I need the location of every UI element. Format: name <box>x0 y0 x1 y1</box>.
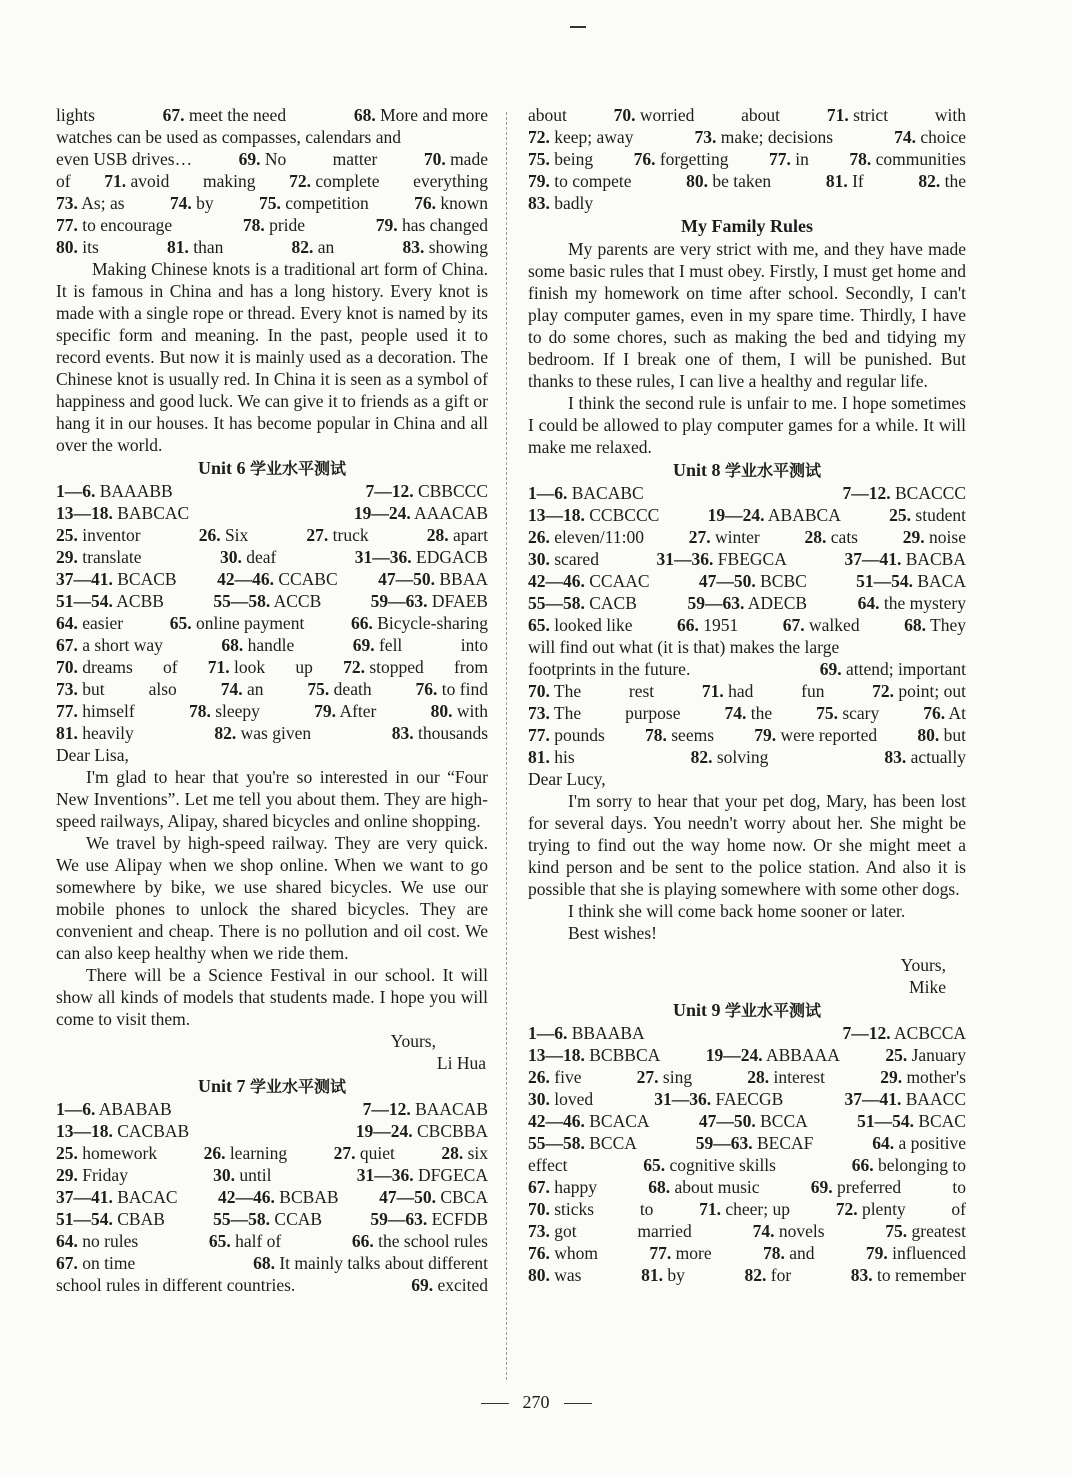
answer-item: of <box>56 171 71 191</box>
answer-item: making <box>202 171 256 191</box>
answer-item: 1—6. BBAABA <box>528 1023 645 1043</box>
answer-line <box>56 656 488 678</box>
answer-item: 64. the mystery <box>857 593 966 613</box>
unit8-heading <box>528 458 966 482</box>
answer-item: 82. the <box>918 171 966 191</box>
answer-item: 69. attend; important <box>819 659 966 679</box>
answer-item: 1—6. BAAABB <box>56 481 173 501</box>
answer-item: 81. heavily <box>56 723 134 743</box>
answer-item: 78. communities <box>849 149 966 169</box>
letter1-signature: Li Hua <box>436 1053 486 1073</box>
answer-item: 47—50. BCCA <box>698 1111 808 1131</box>
answer-item: 42—46. BCACA <box>528 1111 650 1131</box>
answer-item: 26. eleven/11:00 <box>528 527 644 547</box>
answer-item: 28. six <box>441 1143 488 1163</box>
answer-item: 26. five <box>528 1067 582 1087</box>
answer-line <box>528 1088 966 1110</box>
answer-item: 71. cheer; up <box>699 1199 790 1219</box>
answer-item: effect <box>528 1155 568 1175</box>
answer-item: purpose <box>625 703 681 723</box>
answer-item: 42—46. CCABC <box>217 569 338 589</box>
answer-item: 69. fell <box>352 635 403 655</box>
answer-item: of <box>163 657 178 677</box>
answer-item: 77. pounds <box>528 725 605 745</box>
answer-item: footprints in the future. <box>528 659 691 679</box>
answer-line <box>56 1274 488 1296</box>
unit7-subtitle: 学业水平测试 <box>250 1077 347 1096</box>
letter1-paragraph: We travel by high-speed railway. They are very quick. We use Alipay when we shop online. When we want to go somewhere by bike, we use shared bicycles. We use our mobile phones to unlock the shared bicycles. They are convenient and cheap. There is no pollution and oil cost. We can also keep healthy when we ride them. <box>56 833 488 963</box>
unit5-answers-continued <box>56 104 488 258</box>
answer-line <box>528 1220 966 1242</box>
answer-item: 7—12. BCACCC <box>842 483 966 503</box>
unit6-title: Unit 6 <box>197 458 246 478</box>
answer-item: up <box>295 657 313 677</box>
answer-line <box>528 614 966 636</box>
answer-item: 51—54. BACA <box>856 571 966 591</box>
answer-item: 65. online payment <box>169 613 305 633</box>
answer-line <box>528 482 966 504</box>
answer-line <box>56 678 488 700</box>
answer-line <box>528 504 966 526</box>
answer-item: 79. were reported <box>754 725 878 745</box>
answer-line <box>528 636 966 658</box>
answer-line <box>56 502 488 524</box>
answer-item: 69. excited <box>411 1275 488 1295</box>
letter2-signature: Mike <box>909 977 946 997</box>
answer-line <box>528 192 966 214</box>
page-number-dash <box>481 1403 509 1404</box>
answer-item: 77. in <box>769 149 809 169</box>
answer-item: 77. himself <box>56 701 135 721</box>
answer-item: rest <box>628 681 655 701</box>
answer-item: 77. to encourage <box>56 215 173 235</box>
answer-item: 25. student <box>889 505 966 525</box>
answer-item: 75. greatest <box>885 1221 966 1241</box>
answer-item: 64. easier <box>56 613 124 633</box>
answer-item: 74. by <box>169 193 214 213</box>
answer-item: 76. known <box>414 193 488 213</box>
answer-item: 73. The <box>528 703 582 723</box>
answer-item: 47—50. BBAA <box>378 569 488 589</box>
answer-item: 71. had <box>701 681 754 701</box>
answer-item: watches can be used as compasses, calendars and <box>56 127 402 147</box>
answer-line <box>56 126 488 148</box>
answer-line <box>56 1120 488 1142</box>
answer-item: 70. worried <box>613 105 695 125</box>
answer-item: 29. translate <box>56 547 142 567</box>
unit7-heading <box>56 1074 488 1098</box>
answer-line <box>528 1066 966 1088</box>
answer-item: 75. scary <box>816 703 880 723</box>
answer-item: 67. meet the need <box>162 105 287 125</box>
answer-item: about <box>528 105 567 125</box>
answer-item: into <box>460 635 488 655</box>
unit7-answers <box>56 1098 488 1296</box>
answer-item: 73. As; as <box>56 193 125 213</box>
letter2-body <box>528 790 966 944</box>
answer-item: 67. a short way <box>56 635 163 655</box>
right-column <box>528 104 966 1286</box>
answer-item: 30. deaf <box>219 547 277 567</box>
unit8-subtitle: 学业水平测试 <box>725 461 822 480</box>
answer-item: 77. more <box>649 1243 712 1263</box>
answer-item: 59—63. ECFDB <box>370 1209 488 1229</box>
answer-line <box>528 548 966 570</box>
answer-item: 1—6. ABABAB <box>56 1099 172 1119</box>
answer-item: 59—63. ADECB <box>687 593 808 613</box>
answer-item: 79. influenced <box>865 1243 966 1263</box>
unit9-title: Unit 9 <box>672 1000 721 1020</box>
answer-item: 83. thousands <box>391 723 488 743</box>
answer-item: will find out what (it is that) makes the large <box>528 637 840 657</box>
answer-item: 13—18. CACBAB <box>56 1121 190 1141</box>
answer-item: 67. walked <box>782 615 860 635</box>
answer-item: school rules in different countries. <box>56 1275 296 1295</box>
answer-item: 30. loved <box>528 1089 594 1109</box>
unit9-subtitle: 学业水平测试 <box>725 1001 822 1020</box>
answer-item: 25. inventor <box>56 525 141 545</box>
answer-item: 78. seems <box>645 725 715 745</box>
answer-item: 28. cats <box>804 527 858 547</box>
answer-item: 55—58. BCCA <box>528 1133 637 1153</box>
answer-line <box>56 612 488 634</box>
letter1-closing: Yours, <box>390 1031 436 1051</box>
answer-item: 76. whom <box>528 1243 598 1263</box>
answer-item: 73. but <box>56 679 105 699</box>
answer-item: 81. his <box>528 747 575 767</box>
answer-item: also <box>148 679 177 699</box>
answer-item: 30. scared <box>528 549 599 569</box>
answer-line <box>56 1208 488 1230</box>
answer-item: from <box>453 657 488 677</box>
answer-item: 59—63. BECAF <box>695 1133 814 1153</box>
column-divider <box>506 112 507 1380</box>
answer-item: 75. death <box>307 679 372 699</box>
answer-item: 68. handle <box>221 635 295 655</box>
answer-item: 26. learning <box>203 1143 288 1163</box>
answer-item: 74. choice <box>894 127 966 147</box>
answer-item: 71. strict <box>826 105 889 125</box>
answer-item: 76. At <box>923 703 966 723</box>
answer-item: even USB drives… <box>56 149 193 169</box>
answer-item: 73. got <box>528 1221 577 1241</box>
answer-line <box>528 170 966 192</box>
answer-line <box>528 1132 966 1154</box>
answer-item: 64. no rules <box>56 1231 139 1251</box>
answer-item: lights <box>56 105 95 125</box>
answer-item: 25. homework <box>56 1143 158 1163</box>
answer-item: 65. half of <box>208 1231 282 1251</box>
answer-line <box>528 702 966 724</box>
answer-item: everything <box>413 171 488 191</box>
answer-item: 31—36. FAECGB <box>654 1089 784 1109</box>
answer-line <box>56 1142 488 1164</box>
answer-item: 83. actually <box>884 747 966 767</box>
letter2-closing: Yours, <box>900 955 946 975</box>
answer-item: 7—12. CBBCCC <box>365 481 488 501</box>
answer-item: 51—54. ACBB <box>56 591 164 611</box>
answer-item: 81. by <box>641 1265 685 1285</box>
letter2-wishes: Best wishes! <box>568 923 657 943</box>
top-mark <box>570 26 586 28</box>
answer-item: 37—41. BAACC <box>844 1089 966 1109</box>
answer-item: fun <box>801 681 825 701</box>
answer-item: 1—6. BACABC <box>528 483 644 503</box>
answer-line <box>528 1242 966 1264</box>
answer-line <box>56 634 488 656</box>
answer-item: 74. novels <box>752 1221 825 1241</box>
answer-item: with <box>934 105 966 125</box>
answer-item: 19—24. CBCBBA <box>355 1121 488 1141</box>
answer-item: 76. to find <box>415 679 488 699</box>
answer-item: 70. dreams <box>56 657 133 677</box>
answer-item: to <box>952 1177 966 1197</box>
answer-item: 19—24. ABABCA <box>707 505 841 525</box>
answer-item: 72. plenty <box>835 1199 906 1219</box>
answer-line <box>528 126 966 148</box>
answer-line <box>528 680 966 702</box>
answer-item: 67. happy <box>528 1177 598 1197</box>
answer-item: 66. Bicycle-sharing <box>350 613 488 633</box>
answer-item: 75. competition <box>258 193 369 213</box>
answer-item: 66. the school rules <box>351 1231 488 1251</box>
answer-item: 59—63. DFAEB <box>370 591 488 611</box>
answer-item: 13—18. BABCAC <box>56 503 190 523</box>
essay-paragraph: I think the second rule is unfair to me. I hope sometimes I could be allowed to play computer games for a while. It will make me relaxed. <box>528 393 966 457</box>
answer-item: 69. preferred <box>810 1177 902 1197</box>
answer-item: 27. truck <box>306 525 369 545</box>
answer-item: 79. has changed <box>375 215 488 235</box>
unit6-subtitle: 学业水平测试 <box>250 459 347 478</box>
answer-line <box>56 104 488 126</box>
answer-line <box>56 1252 488 1274</box>
answer-item: 27. sing <box>636 1067 693 1087</box>
unit7-title: Unit 7 <box>197 1076 246 1096</box>
answer-item: 47—50. CBCA <box>379 1187 488 1207</box>
answer-line <box>528 104 966 126</box>
answer-item: 70. made <box>423 149 488 169</box>
answer-item: 83. to remember <box>850 1265 966 1285</box>
answer-item: 78. pride <box>242 215 306 235</box>
letter1-greeting: Dear Lisa, <box>56 745 129 765</box>
answer-line <box>56 546 488 568</box>
answer-item: 82. was given <box>214 723 312 743</box>
answer-line <box>528 724 966 746</box>
answer-line <box>56 568 488 590</box>
answer-item: to <box>639 1199 654 1219</box>
answer-item: 82. for <box>744 1265 792 1285</box>
letter2-greeting: Dear Lucy, <box>528 769 606 789</box>
answer-item: 37—41. BCACB <box>56 569 177 589</box>
answer-item: 51—54. CBAB <box>56 1209 165 1229</box>
letter2-paragraph: I'm sorry to hear that your pet dog, Mary, has been lost for several days. You needn't worry about her. She might be trying to find out the way home now. Or she might meet a kind person and be sent to the police station. And also it is possible that she is playing somewhere with some other dogs. <box>528 791 966 899</box>
answer-item: 7—12. BAACAB <box>362 1099 488 1119</box>
answer-item: 80. was <box>528 1265 582 1285</box>
unit7-answers-continued <box>528 104 966 214</box>
answer-item: 42—46. CCAAC <box>528 571 650 591</box>
answer-item: 78. sleepy <box>188 701 260 721</box>
answer-line <box>528 148 966 170</box>
answer-item: 66. 1951 <box>677 615 739 635</box>
answer-item: 42—46. BCBAB <box>218 1187 339 1207</box>
essay-title: My Family Rules <box>681 216 813 236</box>
answer-item: 37—41. BACAC <box>56 1187 178 1207</box>
answer-line <box>56 524 488 546</box>
answer-item: 83. badly <box>528 193 594 213</box>
unit9-heading <box>528 998 966 1022</box>
essay-family-rules <box>528 238 966 458</box>
answer-item: 27. quiet <box>333 1143 395 1163</box>
answer-item: 13—18. BCBBCA <box>528 1045 661 1065</box>
answer-item: 25. January <box>885 1045 966 1065</box>
answer-item: 74. an <box>220 679 264 699</box>
unit8-answers <box>528 482 966 768</box>
answer-item: 27. winter <box>688 527 760 547</box>
answer-item: 72. point; out <box>872 681 966 701</box>
answer-item: 71. look <box>207 657 266 677</box>
answer-item: 51—54. BCAC <box>857 1111 966 1131</box>
answer-item: 31—36. FBEGCA <box>656 549 787 569</box>
answer-item: 55—58. CACB <box>528 593 637 613</box>
answer-item: about <box>741 105 781 125</box>
answer-item: 74. the <box>724 703 773 723</box>
essay-chinese-knots <box>56 258 488 456</box>
answer-line <box>528 1264 966 1286</box>
letter1-paragraph: There will be a Science Festival in our school. It will show all kinds of models that students made. I hope you will come to visit them. <box>56 965 488 1029</box>
answer-item: 55—58. ACCB <box>213 591 322 611</box>
answer-item: 67. on time <box>56 1253 136 1273</box>
answer-item: 68. They <box>904 615 966 635</box>
answer-item: 82. an <box>291 237 335 257</box>
answer-line <box>56 170 488 192</box>
answer-line <box>528 570 966 592</box>
answer-line <box>56 148 488 170</box>
answer-line <box>56 1164 488 1186</box>
answer-item: 26. Six <box>198 525 249 545</box>
answer-item: of <box>951 1199 966 1219</box>
answer-item: 68. about music <box>648 1177 760 1197</box>
answer-item: 29. Friday <box>56 1165 128 1185</box>
page-number-dash <box>564 1403 592 1404</box>
page-number <box>0 1392 1072 1413</box>
unit6-heading <box>56 456 488 480</box>
unit6-answers <box>56 480 488 744</box>
letter2-paragraph: I think she will come back home sooner or later. <box>568 901 906 921</box>
answer-item: 68. More and more <box>353 105 488 125</box>
essay-chinese-knots-text: Making Chinese knots is a traditional art form of China. It is famous in China and has a long history. Every knot is made with a single rope or thread. Every knot is named by its specific form and meaning. In the past, people used it to record events. But now it is mainly used as a decoration. The Chinese knot is usually red. In China it is seen as a symbol of happiness and good luck. We can give it to friends as a gift or hang it in our houses. It has become popular in China and all over the world. <box>56 259 488 455</box>
answer-line <box>528 1044 966 1066</box>
answer-line <box>528 658 966 680</box>
answer-item: 78. and <box>762 1243 815 1263</box>
answer-item: 65. cognitive skills <box>643 1155 776 1175</box>
answer-item: 55—58. CCAB <box>213 1209 323 1229</box>
answer-item: 79. After <box>314 701 377 721</box>
answer-item: 19—24. ABBAAA <box>705 1045 840 1065</box>
answer-line <box>56 700 488 722</box>
answer-item: 72. stopped <box>343 657 424 677</box>
answer-line <box>56 192 488 214</box>
answer-item: 80. but <box>917 725 966 745</box>
answer-item: 76. forgetting <box>633 149 729 169</box>
answer-item: 79. to compete <box>528 171 632 191</box>
letter1-body <box>56 766 488 1030</box>
answer-item: 66. belonging to <box>851 1155 966 1175</box>
answer-item: 64. a positive <box>872 1133 966 1153</box>
answer-item: 19—24. AAACAB <box>353 503 488 523</box>
answer-item: 68. It mainly talks about different <box>253 1253 488 1273</box>
answer-item: 65. looked like <box>528 615 633 635</box>
answer-line <box>56 590 488 612</box>
answer-item: 31—36. DFGECA <box>356 1165 488 1185</box>
answer-line <box>528 1198 966 1220</box>
answer-item: 28. interest <box>747 1067 826 1087</box>
answer-line <box>56 722 488 744</box>
answer-item: 80. its <box>56 237 99 257</box>
answer-item: 37—41. BACBA <box>844 549 966 569</box>
answer-line <box>56 236 488 258</box>
answer-line <box>528 1176 966 1198</box>
answer-item: 75. being <box>528 149 594 169</box>
answer-item: 80. be taken <box>686 171 772 191</box>
answer-item: 80. with <box>430 701 488 721</box>
answer-line <box>56 1186 488 1208</box>
answer-line <box>56 1098 488 1120</box>
answer-line <box>528 746 966 768</box>
letter1-paragraph: I'm glad to hear that you're so interested in our “Four New Inventions”. Let me tell you about them. They are high-speed railways, Alipay, shared bicycles and online shopping. <box>56 767 488 831</box>
answer-item: matter <box>332 149 378 169</box>
answer-item: 69. No <box>238 149 287 169</box>
answer-item: 47—50. BCBC <box>698 571 807 591</box>
answer-item: 72. complete <box>289 171 380 191</box>
answer-line <box>528 1154 966 1176</box>
answer-item: 81. If <box>825 171 864 191</box>
answer-line <box>528 1110 966 1132</box>
answer-line <box>56 214 488 236</box>
answer-item: 81. than <box>166 237 224 257</box>
answer-item: 29. mother's <box>880 1067 966 1087</box>
essay-paragraph: My parents are very strict with me, and they have made some basic rules that I must obey. Firstly, I must get home and finish my homework on time after school. Secondly, I can't play computer games, even in my spare time. Thirdly, I have to do some chores, such as making the bed and tidying my bedroom. If I break one of them, I will be punished. But thanks to these rules, I can live a healthy and regular life. <box>528 239 966 391</box>
answer-item: 29. noise <box>902 527 966 547</box>
answer-line <box>528 526 966 548</box>
answer-item: 7—12. ACBCCA <box>842 1023 966 1043</box>
answer-item: 28. apart <box>426 525 488 545</box>
unit9-answers <box>528 1022 966 1286</box>
answer-item: married <box>637 1221 692 1241</box>
answer-item: 13—18. CCBCCC <box>528 505 660 525</box>
answer-item: 70. The <box>528 681 582 701</box>
answer-line <box>56 1230 488 1252</box>
page-number-text: 270 <box>522 1392 550 1412</box>
answer-item: 30. until <box>213 1165 272 1185</box>
answer-item: 83. showing <box>402 237 488 257</box>
answer-item: 70. sticks <box>528 1199 595 1219</box>
left-column <box>56 104 488 1296</box>
answer-item: 31—36. EDGACB <box>354 547 488 567</box>
answer-item: 73. make; decisions <box>694 127 834 147</box>
answer-line <box>528 592 966 614</box>
answer-item: 82. solving <box>690 747 769 767</box>
answer-item: 71. avoid <box>104 171 170 191</box>
answer-line <box>56 480 488 502</box>
unit8-title: Unit 8 <box>672 460 721 480</box>
answer-line <box>528 1022 966 1044</box>
answer-item: 72. keep; away <box>528 127 634 147</box>
